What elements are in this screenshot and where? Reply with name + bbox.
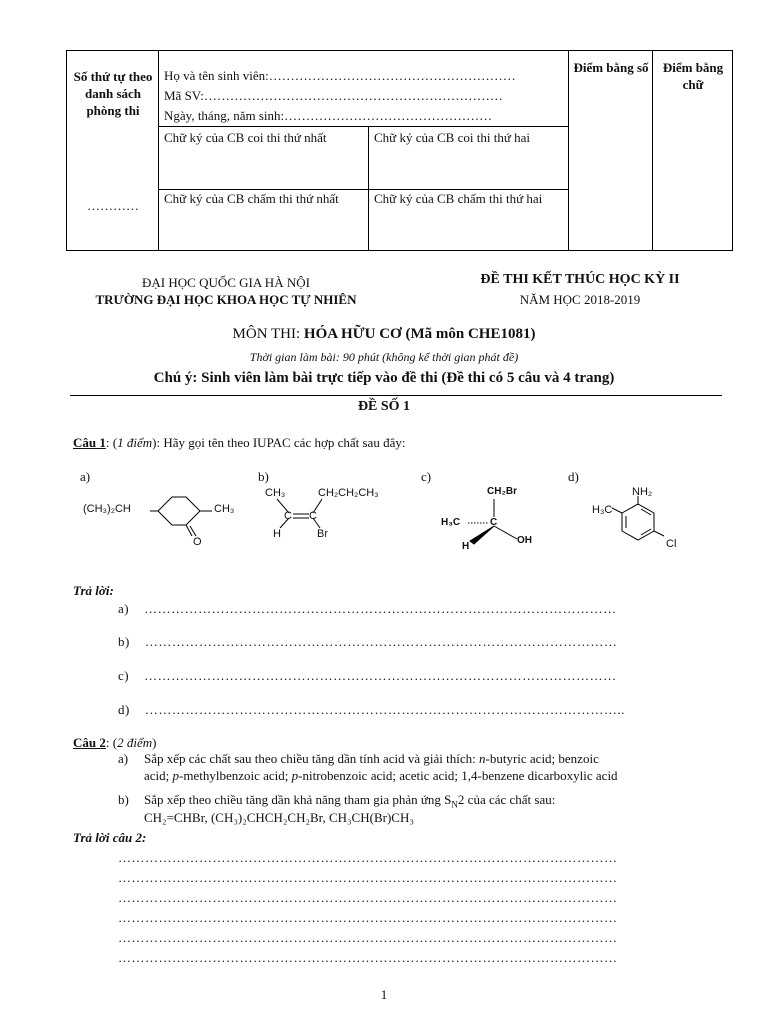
score-number-label: Điểm bằng số: [573, 60, 649, 75]
answer-c-label: c): [118, 668, 130, 683]
q1-answer-c[interactable]: [118, 668, 617, 684]
q1-answer-b[interactable]: [118, 634, 617, 650]
academic-year: NĂM HỌC 2018-2019: [519, 292, 641, 307]
q2a-part3c: -nitrobenzoic acid; acetic acid; 1,4-benzene dicarboxylic acid: [298, 768, 618, 783]
proctor2-signature-label: Chữ ký của CB coi thi thứ hai: [374, 130, 530, 145]
q1-answer-d[interactable]: [118, 702, 625, 718]
exam-version: ĐỀ SỐ 1: [357, 399, 411, 414]
exam-duration: Thời gian làm bài: 90 phút (không kể thời gian phát đề): [249, 350, 519, 364]
q2a-part3b: -methylbenzoic acid;: [179, 768, 292, 783]
q1-text: : Hãy gọi tên theo IUPAC các hợp chất sau đây:: [156, 435, 406, 450]
struct-c-oh: OH: [517, 535, 532, 546]
answer-b-label: b): [118, 634, 130, 649]
q2a-text-line2: [144, 767, 699, 784]
proctor1-signature-label: Chữ ký của CB coi thi thứ nhất: [164, 130, 327, 145]
struct-c-left: H₃C: [441, 517, 461, 528]
header-table: [66, 50, 733, 251]
struct-d-h3c: H₃C: [592, 504, 613, 516]
q2-label: Câu 2: [73, 735, 106, 750]
exam-note: Chú ý: Sinh viên làm bài trực tiếp vào đề thi (Đề thi có 5 câu và 4 trang): [153, 370, 615, 386]
struct-d-cl: Cl: [666, 538, 677, 550]
student-id-field[interactable]: Mã SV:……………………………………………………………: [164, 88, 503, 103]
q2-points: 2 điểm: [117, 735, 153, 750]
school-name: TRƯỜNG ĐẠI HỌC KHOA HỌC TỰ NHIÊN: [95, 292, 357, 307]
q2-prompt: Câu 2: (2 điểm): [73, 735, 157, 750]
q2-answer-line[interactable]: …………………………………………………………………………………………………: [118, 910, 618, 925]
subject-prefix: MÔN THI:: [232, 326, 304, 342]
q2-answer-line[interactable]: …………………………………………………………………………………………………: [118, 870, 618, 885]
struct-b-br: Br: [317, 528, 328, 540]
student-name-field[interactable]: Họ và tên sinh viên:…………………………………………………: [164, 68, 516, 83]
structure-d-ring: [612, 496, 664, 540]
q2b-part2: 2 của các chất sau:: [457, 792, 556, 807]
q1-points: 1 điểm: [117, 435, 153, 450]
q1-label: Câu 1: [73, 435, 106, 450]
q2-answer-line[interactable]: …………………………………………………………………………………………………: [118, 850, 618, 865]
struct-a-right: CH₃: [214, 503, 235, 515]
q2a-p2: p: [291, 768, 299, 783]
exam-title: ĐỀ THI KẾT THÚC HỌC KỲ II: [480, 272, 680, 287]
q2-answer-line[interactable]: …………………………………………………………………………………………………: [118, 950, 618, 965]
struct-b-c1: C: [284, 510, 292, 522]
q1-answer-a[interactable]: [118, 601, 617, 617]
struct-c-carbon: C: [490, 517, 498, 528]
answer-d-line[interactable]: ……………………………………………………………………………………………..: [144, 702, 625, 717]
subject-name: HÓA HỮU CƠ (Mã môn CHE1081): [303, 326, 536, 342]
q2-answer-heading: Trả lời câu 2:: [73, 830, 147, 845]
dob-field[interactable]: Ngày, tháng, năm sinh:…………………………………………: [164, 108, 493, 123]
struct-d-nh2: NH₂: [632, 486, 653, 498]
grader2-signature-label: Chữ ký của CB chấm thi thứ hai: [374, 191, 543, 206]
subject-line: [0, 326, 768, 343]
q2a-part2: -butyric acid; benzoic: [485, 751, 599, 766]
q2-answer-line[interactable]: …………………………………………………………………………………………………: [118, 890, 618, 905]
score-words-label: Điểm bằng chữ: [662, 60, 724, 92]
q2b-label: b): [118, 792, 129, 807]
chemical-structures: [0, 470, 768, 560]
q2a-text: [144, 750, 699, 767]
answer-a-line[interactable]: ……………………………………………………………………………………………: [144, 601, 617, 616]
struct-a-label: a): [80, 469, 91, 484]
q1-answer-heading: Trả lời:: [73, 583, 114, 598]
structure-a-ring: [150, 497, 212, 536]
order-number-label: Số thứ tự theo danh sách phòng thi: [73, 69, 153, 118]
q2b-sub: N: [451, 799, 458, 810]
struct-c-h: H: [462, 541, 470, 552]
structure-c-wedge: [470, 526, 494, 544]
struct-b-h: H: [273, 528, 281, 540]
answer-d-label: d): [118, 702, 130, 717]
q1-prompt: Câu 1: (1 điểm): Hãy gọi tên theo IUPAC các hợp chất sau đây:: [73, 435, 406, 450]
q2a-part3a: acid;: [144, 768, 173, 783]
grader1-signature-label: Chữ ký của CB chấm thi thứ nhất: [164, 191, 339, 206]
struct-b-c2: C: [309, 510, 317, 522]
struct-b-ch3: CH₃: [265, 487, 286, 499]
struct-b-chain: CH₂CH₂CH₃: [318, 487, 379, 499]
struct-b-label: b): [258, 469, 269, 484]
q2b-part1: Sắp xếp theo chiều tăng dần khả năng tham gia phản ứng S: [144, 792, 452, 807]
struct-c-label: c): [421, 469, 432, 484]
divider: [70, 395, 722, 396]
university-name: ĐẠI HỌC QUỐC GIA HÀ NỘI: [142, 275, 310, 290]
q2-answer-line[interactable]: …………………………………………………………………………………………………: [118, 930, 618, 945]
answer-b-line[interactable]: ……………………………………………………………………………………………: [144, 634, 618, 649]
struct-a-oxygen: O: [193, 536, 202, 548]
q2a-n: n: [479, 751, 486, 766]
q2b-compounds: CH₂=CHBr, (CH₃)₂CHCH₂CH₂Br, CH₃CH(Br)CH₃: [144, 810, 414, 825]
q2a-p1: p: [172, 768, 180, 783]
order-number-blank[interactable]: …………: [87, 198, 139, 213]
struct-a-left: (CH₃)₂CH: [83, 503, 131, 515]
q2a-label: a): [118, 751, 129, 766]
answer-a-label: a): [118, 601, 130, 616]
answer-c-line[interactable]: ……………………………………………………………………………………………: [144, 668, 617, 683]
page-number: 1: [380, 987, 388, 1002]
struct-d-label: d): [568, 469, 579, 484]
struct-c-top: CH₂Br: [487, 486, 517, 497]
q2a-part1: Sắp xếp các chất sau theo chiều tăng dần tính acid và giải thích:: [144, 751, 479, 766]
